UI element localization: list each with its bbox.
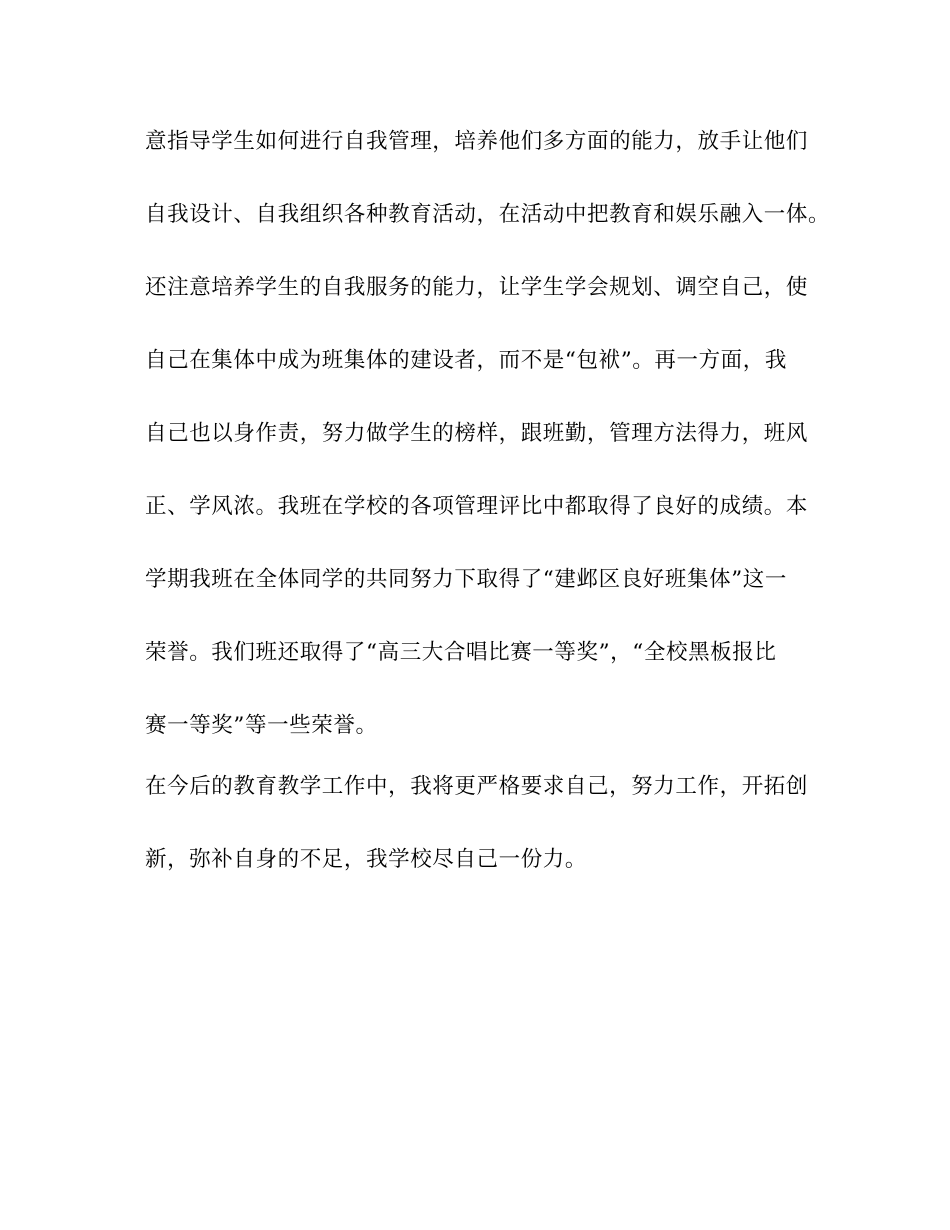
text-line: 自己在集体中成为班集体的建设者，而不是“包袱”。再一方面，我	[145, 348, 787, 373]
text-line: 自己也以身作责，努力做学生的榜样，跟班勤，管理方法得力，班风	[145, 421, 809, 446]
text-line: 荣誉。我们班还取得了“高三大合唱比赛一等奖”，“全校黑板报比	[145, 640, 777, 665]
text-line: 正、学风浓。我班在学校的各项管理评比中都取得了良好的成绩。本	[145, 494, 809, 519]
text-line: 赛一等奖”等一些荣誉。	[145, 713, 378, 738]
text-line: 意指导学生如何进行自我管理，培养他们多方面的能力，放手让他们	[145, 129, 809, 154]
text-line: 在今后的教育教学工作中，我将更严格要求自己，努力工作，开拓创	[145, 774, 809, 799]
text-line: 学期我班在全体同学的共同努力下取得了“建邺区良好班集体”这一	[145, 567, 787, 592]
text-line: 还注意培养学生的自我服务的能力，让学生学会规划、调空自己，使	[145, 275, 809, 300]
text-line: 自我设计、自我组织各种教育活动，在活动中把教育和娱乐融入一体。	[145, 202, 831, 227]
text-line: 新，弥补自身的不足，我学校尽自己一份力。	[145, 847, 588, 872]
